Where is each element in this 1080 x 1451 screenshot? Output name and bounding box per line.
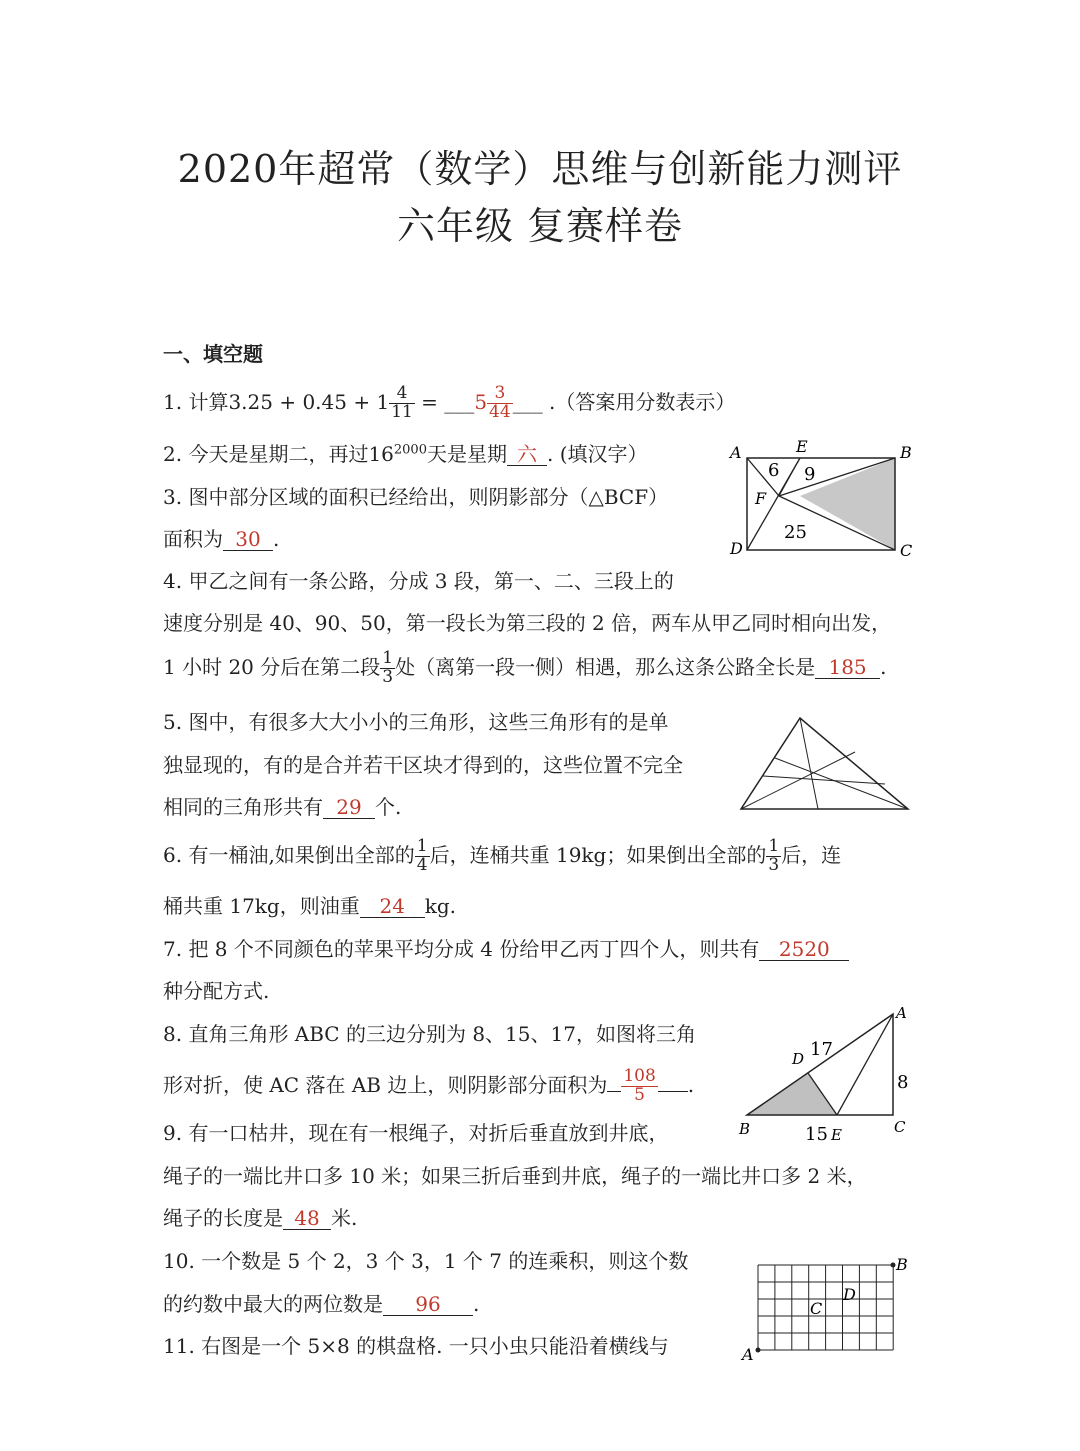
question-5-line3: 相同的三角形共有 29 个. — [163, 795, 402, 819]
question-5-line2: 独显现的，有的是合并若干区块才得到的，这些位置不完全 — [163, 753, 683, 777]
fig8-side-15: 15 — [805, 1124, 828, 1145]
question-2: 2. 今天是星期二，再过$16^{2000}$天是星期 六 . (填汉字） — [163, 442, 648, 466]
answer-4: 185 — [815, 656, 880, 679]
question-4-line2: 速度分别是 40、90、50，第一段长为第三段的 2 倍，两车从甲乙同时相向出发， — [163, 611, 892, 635]
question-8-line2: 形对折，使 AC 落在 AB 边上，则阴影部分面积为 $\frac{108}{5}$ . — [163, 1066, 695, 1105]
answer-10: 96 — [383, 1293, 473, 1316]
fig3-label-F: F — [755, 489, 767, 508]
question-8-line1: 8. 直角三角形 ABC 的三边分别为 8、15、17，如图将三角 — [163, 1022, 696, 1046]
question-4-line1: 4. 甲乙之间有一条公路，分成 3 段，第一、二、三段上的 — [163, 569, 674, 593]
fig3-label-C: C — [900, 541, 913, 560]
question-3-line2: 面积为 30 . — [163, 527, 280, 551]
page-subtitle: 六年级 复赛样卷 — [396, 204, 684, 248]
answer-6: 24 — [360, 895, 425, 918]
question-3-line1: 3. 图中部分区域的面积已经给出，则阴影部分（△BCF） — [163, 485, 669, 509]
section-heading: 一、填空题 — [163, 342, 263, 366]
question-6-line1: 6. 有一桶油,如果倒出全部的 $\frac{1}{4}$ 后，连桶共重 19kg；如果倒出全部的 $\frac{1}{3}$ 后，连 — [163, 836, 842, 875]
question-9-line1: 9. 有一口枯井，现在有一根绳子，对折后垂直放到井底， — [163, 1121, 669, 1145]
fig11-label-B: B — [896, 1255, 908, 1274]
fig8-label-A: A — [896, 1004, 907, 1022]
fig11-label-C: C — [810, 1299, 823, 1318]
question-5-line1: 5. 图中，有很多大大小小的三角形，这些三角形有的是单 — [163, 710, 669, 734]
question-11-line1: 11. 右图是一个 5×8 的棋盘格. 一只小虫只能沿着横线与 — [163, 1334, 669, 1358]
fig8-side-17: 17 — [810, 1039, 833, 1060]
fig8-label-D: D — [792, 1050, 805, 1068]
fig11-label-D: D — [843, 1285, 856, 1304]
fig8-label-E: E — [831, 1126, 842, 1144]
page-title: 2020年超常（数学）思维与创新能力测评 — [177, 147, 903, 191]
question-7-line2: 种分配方式. — [163, 979, 270, 1003]
fig3-label-B: B — [900, 443, 912, 462]
question-9-line3: 绳子的长度是 48 米. — [163, 1206, 358, 1230]
fig8-label-B: B — [739, 1120, 751, 1138]
answer-3: 30 — [223, 528, 273, 551]
question-6-line2: 桶共重 17kg，则油重 24 kg. — [163, 894, 457, 918]
fig8-label-C: C — [894, 1118, 906, 1136]
figure-q8-right-triangle — [735, 1002, 915, 1147]
answer-5: 29 — [323, 796, 375, 819]
answer-7: 2520 — [759, 938, 849, 961]
fig3-area-9: 9 — [804, 464, 816, 485]
question-9-line2: 绳子的一端比井口多 10 米；如果三折后垂到井底，绳子的一端比井口多 2 米， — [163, 1164, 867, 1188]
question-4-line3: 1 小时 20 分后在第二段 $\frac{1}{3}$ 处（离第一段一侧）相遇，那么这条公路全长是 185 . — [163, 648, 887, 687]
fig3-label-E: E — [796, 437, 808, 456]
question-7-line1: 7. 把 8 个不同颜色的苹果平均分成 4 份给甲乙丙丁四个人，则共有 2520 — [163, 933, 849, 962]
answer-2: 六 — [507, 443, 547, 466]
fig3-area-6: 6 — [768, 460, 780, 481]
figure-q11-grid — [740, 1252, 915, 1364]
question-10-line2: 的约数中最大的两位数是 96 . — [163, 1292, 480, 1316]
question-1: 1. 计算3.25 + 0.45 + 1 $\frac{4}{11}$ = ___5 $\frac{3}{44}$ ___ .（答案用分数表示） — [163, 383, 736, 422]
fig3-label-D: D — [730, 539, 743, 558]
question-10-line1: 10. 一个数是 5 个 2，3 个 3，1 个 7 的连乘积，则这个数 — [163, 1249, 689, 1273]
answer-9: 48 — [283, 1207, 331, 1230]
answer-8: $\frac{108}{5}$ — [623, 1066, 656, 1105]
figure-q5-triangles — [735, 712, 915, 817]
fig3-label-A: A — [730, 443, 742, 462]
fig3-area-25: 25 — [784, 522, 807, 543]
fig11-label-A: A — [742, 1345, 754, 1364]
fig8-side-8: 8 — [897, 1072, 909, 1093]
figure-q3-rectangle — [722, 432, 922, 562]
